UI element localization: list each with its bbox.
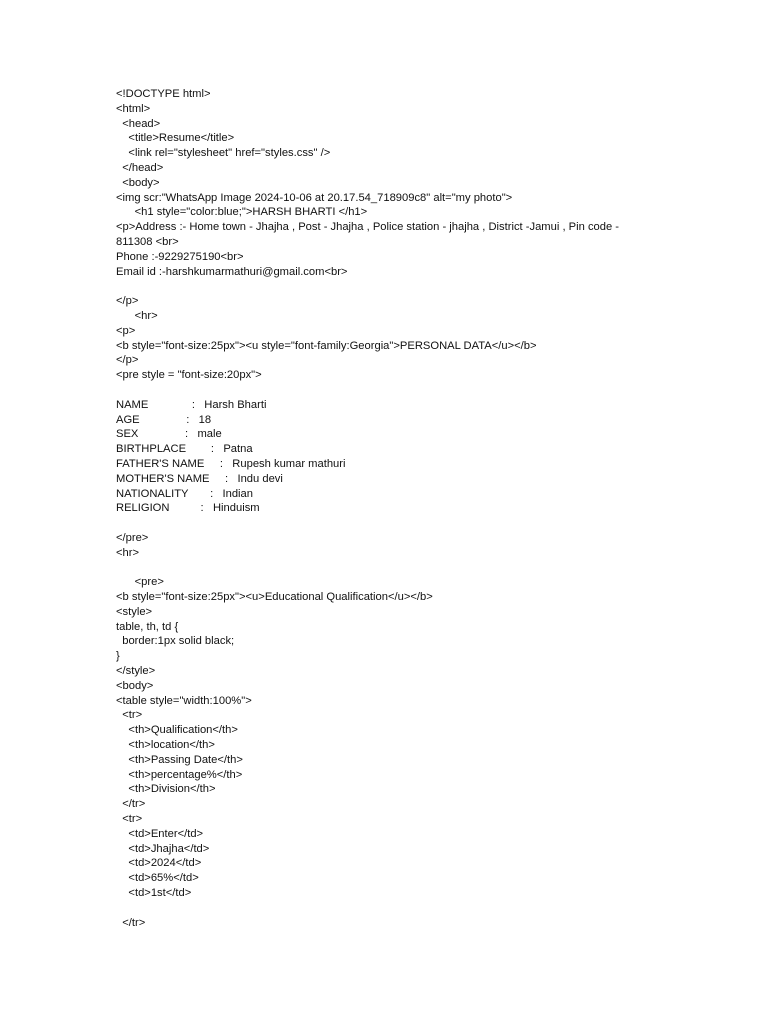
code-line: <th>percentage%</th>: [116, 768, 243, 781]
code-line: <body>: [116, 679, 154, 692]
code-line: </pre>: [116, 531, 149, 544]
code-line: [116, 279, 656, 294]
code-listing: [116, 87, 656, 930]
code-line: </p>: [116, 295, 139, 308]
code-line: }: [116, 650, 120, 663]
code-line: [116, 901, 656, 916]
code-line: <html>: [116, 102, 151, 115]
code-line: <h1 style="color:blue;">HARSH BHARTI </h1>: [116, 206, 368, 219]
code-line: <td>65%</td>: [116, 872, 199, 885]
code-line: </p>: [116, 354, 139, 367]
code-line: [116, 561, 656, 576]
code-line: AGE : 18: [116, 413, 212, 426]
code-line: <th>Qualification</th>: [116, 724, 238, 737]
code-line: <title>Resume</title>: [116, 132, 235, 145]
code-line: <td>2024</td>: [116, 857, 202, 870]
code-line: table, th, td {: [116, 620, 179, 633]
code-line: <img scr:"WhatsApp Image 2024-10-06 at 20.17.54_718909c8" alt="my photo">: [116, 191, 513, 204]
code-line: <th>Division</th>: [116, 783, 216, 796]
code-line: <!DOCTYPE html>: [116, 88, 211, 100]
code-line: </head>: [116, 161, 164, 174]
code-line: <tr>: [116, 709, 143, 722]
code-line: NAME : Harsh Bharti: [116, 398, 267, 411]
code-line: [116, 383, 656, 398]
code-line: <b style="font-size:25px"><u>Educational Qualification</u></b>: [116, 591, 433, 604]
code-line: FATHER'S NAME : Rupesh kumar mathuri: [116, 457, 346, 470]
code-line: [116, 516, 656, 531]
code-line: <td>Jhajha</td>: [116, 842, 210, 855]
code-line: 811308 <br>: [116, 235, 179, 248]
code-line: Email id :-harshkumarmathuri@gmail.com<br>: [116, 265, 348, 278]
code-line: <pre>: [116, 576, 164, 589]
code-line: <link rel="stylesheet" href="styles.css" />: [116, 147, 331, 160]
code-line: <th>location</th>: [116, 739, 215, 752]
code-line: NATIONALITY : Indian: [116, 487, 253, 500]
code-line: <p>Address :- Home town - Jhajha , Post - Jhajha , Police station - jhajha , District -Jamui , Pin code -: [116, 221, 620, 234]
code-line: MOTHER'S NAME : Indu devi: [116, 472, 283, 485]
code-line: border:1px solid black;: [116, 635, 235, 648]
code-line: <hr>: [116, 309, 158, 322]
code-line: </tr>: [116, 798, 146, 811]
code-line: RELIGION : Hinduism: [116, 502, 260, 515]
code-line: <hr>: [116, 546, 140, 559]
code-line: <p>: [116, 324, 136, 337]
code-line: Phone :-9229275190<br>: [116, 250, 244, 263]
code-line: BIRTHPLACE : Patna: [116, 443, 253, 456]
code-line: <b style="font-size:25px"><u style="font-family:Georgia">PERSONAL DATA</u></b>: [116, 339, 537, 352]
code-line: SEX : male: [116, 428, 222, 441]
code-line: </tr>: [116, 916, 146, 929]
code-line: <table style="width:100%">: [116, 694, 252, 707]
code-line: <head>: [116, 117, 161, 130]
code-line: <td>1st</td>: [116, 887, 192, 900]
code-line: <th>Passing Date</th>: [116, 753, 243, 766]
code-line: </style>: [116, 665, 156, 678]
code-line: <tr>: [116, 813, 143, 826]
code-line: <body>: [116, 176, 160, 189]
code-line: <pre style = "font-size:20px">: [116, 369, 262, 382]
code-line: <style>: [116, 605, 153, 618]
code-line: <td>Enter</td>: [116, 827, 204, 840]
